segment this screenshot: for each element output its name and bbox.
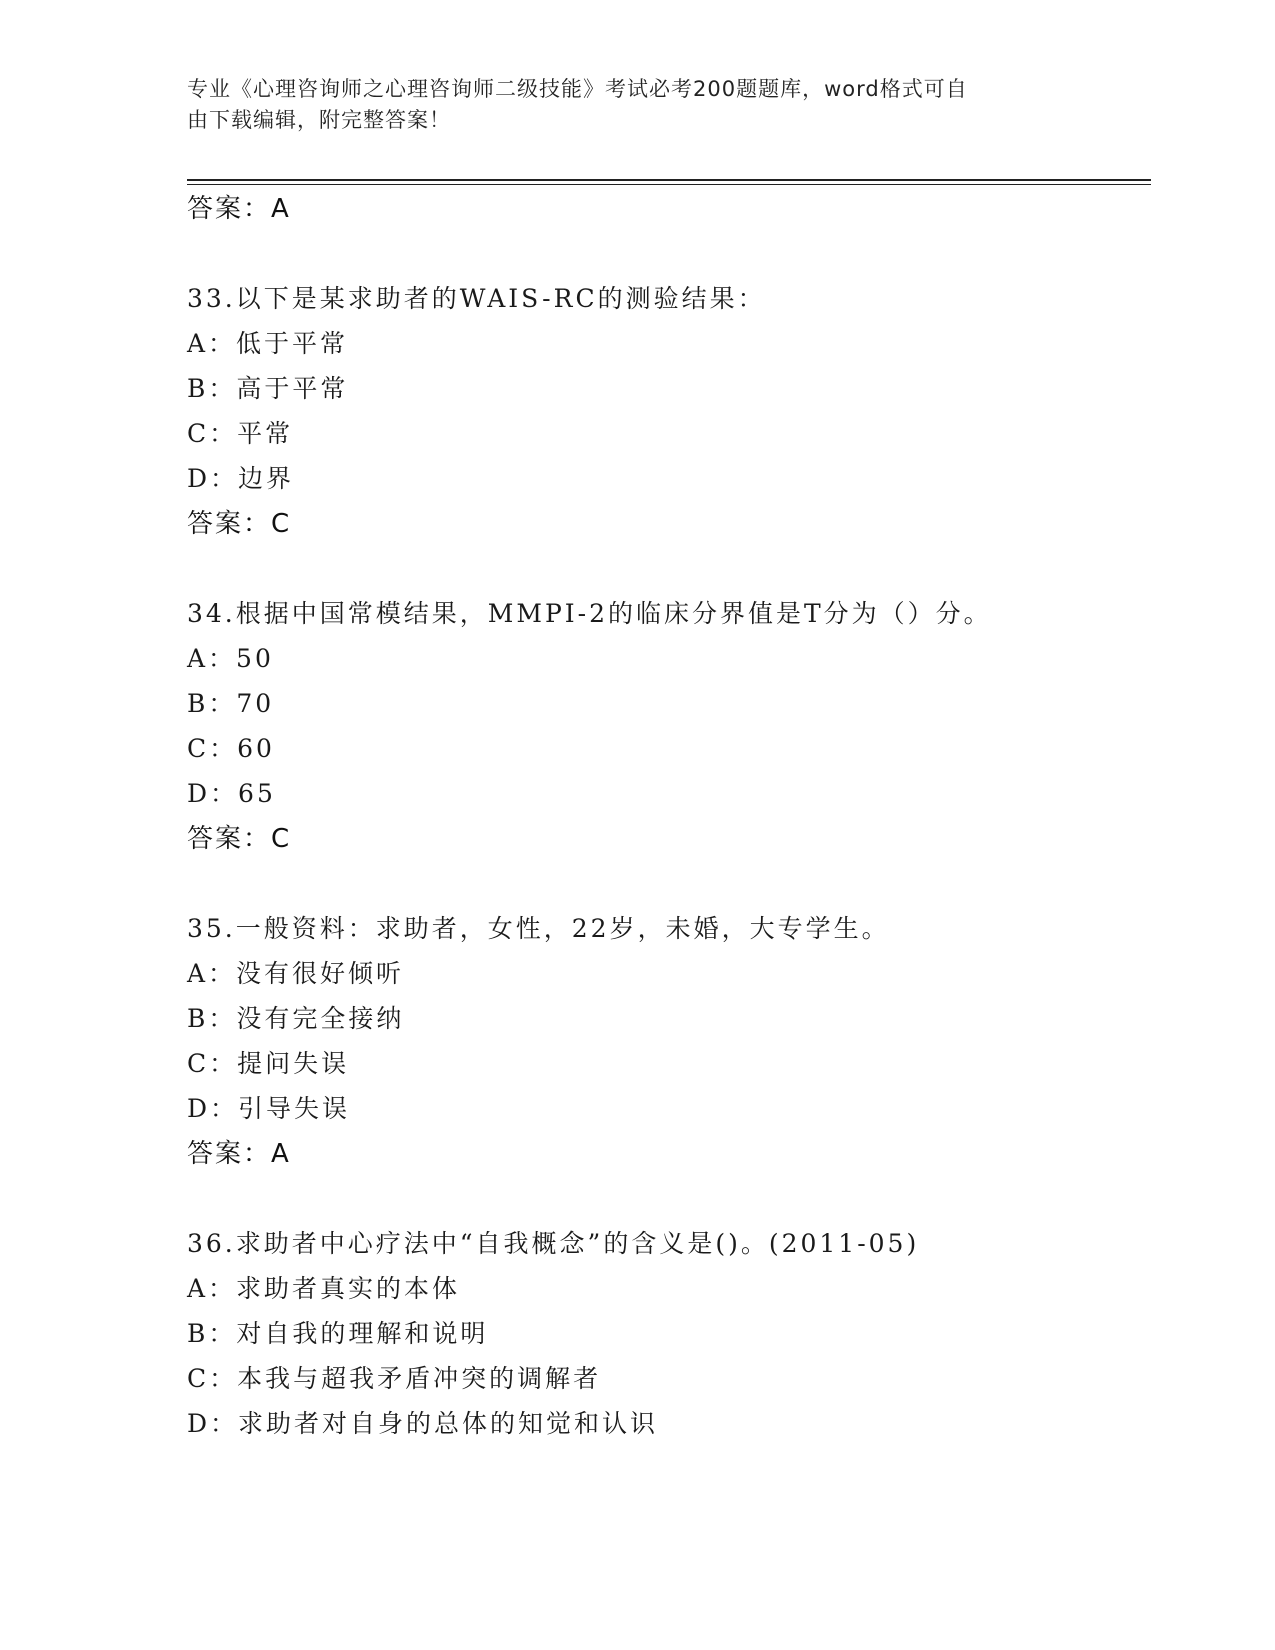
question-33-option-a: A：低于平常 — [187, 329, 349, 358]
question-36-option-d: D：求助者对自身的总体的知觉和认识 — [187, 1409, 659, 1438]
question-36-option-c: C：本我与超我矛盾冲突的调解者 — [187, 1364, 602, 1393]
header-rule-thin — [187, 184, 1151, 185]
previous-answer: 答案：A — [187, 194, 291, 224]
question-35-answer: 答案：A — [187, 1139, 291, 1169]
question-33-option-d: D：边界 — [187, 464, 295, 493]
question-33-answer: 答案：C — [187, 509, 292, 539]
question-36-stem: 36.求助者中心疗法中“自我概念”的含义是()。(2011-05) — [187, 1229, 920, 1258]
question-34-option-d: D：65 — [187, 779, 276, 808]
document-header — [187, 74, 1067, 136]
question-35-option-b: B：没有完全接纳 — [187, 1004, 405, 1033]
question-35-stem: 35.一般资料：求助者，女性，22岁，未婚，大专学生。 — [187, 914, 890, 943]
question-33-stem: 33.以下是某求助者的WAIS-RC的测验结果： — [187, 284, 766, 313]
question-34-option-c: C：60 — [187, 734, 275, 763]
question-36-option-a: A：求助者真实的本体 — [187, 1274, 461, 1303]
question-34-option-a: A：50 — [187, 644, 274, 673]
header-line-2: 由下载编辑，附完整答案！ — [187, 108, 451, 132]
header-line-1: 专业《心理咨询师之心理咨询师二级技能》考试必考200题题库，word格式可自 — [187, 77, 968, 101]
header-rule-thick — [187, 179, 1151, 181]
question-35-option-d: D：引导失误 — [187, 1094, 351, 1123]
question-36-option-b: B：对自我的理解和说明 — [187, 1319, 489, 1348]
question-33-option-c: C：平常 — [187, 419, 294, 448]
question-33-option-b: B：高于平常 — [187, 374, 349, 403]
question-34-stem: 34.根据中国常模结果，MMPI-2的临床分界值是T分为（）分。 — [187, 599, 992, 628]
question-35-option-a: A：没有很好倾听 — [187, 959, 405, 988]
question-35-option-c: C：提问失误 — [187, 1049, 350, 1078]
question-34-option-b: B：70 — [187, 689, 275, 718]
question-34-answer: 答案：C — [187, 824, 292, 854]
